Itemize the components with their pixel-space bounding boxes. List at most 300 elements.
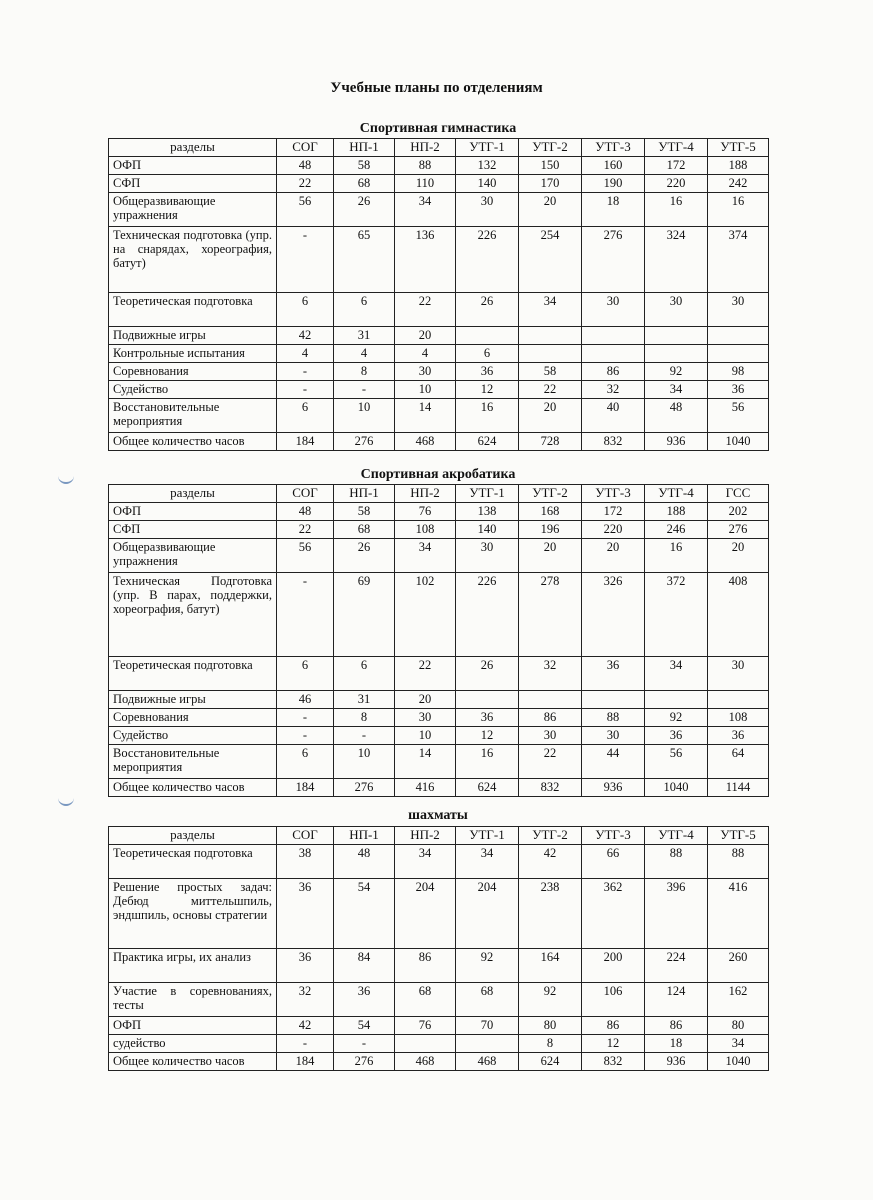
cell-value: 1040 bbox=[708, 1053, 769, 1071]
cell-value: 18 bbox=[645, 1035, 708, 1053]
table-row bbox=[109, 503, 769, 521]
row-label: Общеразвивающие упражнения bbox=[109, 539, 277, 573]
cell-value: 36 bbox=[334, 983, 395, 1017]
cell-value: 98 bbox=[708, 363, 769, 381]
cell-value: 276 bbox=[582, 227, 645, 293]
column-header: НП-2 bbox=[395, 827, 456, 845]
cell-value: 30 bbox=[456, 539, 519, 573]
cell-value bbox=[519, 327, 582, 345]
cell-value: 69 bbox=[334, 573, 395, 657]
cell-value: 12 bbox=[582, 1035, 645, 1053]
cell-value: 22 bbox=[277, 521, 334, 539]
cell-value bbox=[582, 691, 645, 709]
cell-value: 184 bbox=[277, 433, 334, 451]
cell-value: - bbox=[277, 709, 334, 727]
cell-value bbox=[708, 691, 769, 709]
cell-value: 36 bbox=[582, 657, 645, 691]
cell-value: 276 bbox=[334, 1053, 395, 1071]
cell-value: 20 bbox=[519, 193, 582, 227]
cell-value: 34 bbox=[395, 845, 456, 879]
cell-value: 168 bbox=[519, 503, 582, 521]
cell-value: 324 bbox=[645, 227, 708, 293]
cell-value: 408 bbox=[708, 573, 769, 657]
table-row bbox=[109, 727, 769, 745]
cell-value: 34 bbox=[645, 381, 708, 399]
row-label: Судейство bbox=[109, 381, 277, 399]
cell-value: 30 bbox=[708, 293, 769, 327]
cell-value: 204 bbox=[395, 879, 456, 949]
cell-value: 10 bbox=[334, 399, 395, 433]
cell-value bbox=[395, 1035, 456, 1053]
table-row bbox=[109, 779, 769, 797]
cell-value: 220 bbox=[645, 175, 708, 193]
cell-value bbox=[645, 691, 708, 709]
row-label: СФП bbox=[109, 175, 277, 193]
cell-value: 254 bbox=[519, 227, 582, 293]
cell-value bbox=[708, 345, 769, 363]
table-row bbox=[109, 691, 769, 709]
cell-value: 936 bbox=[645, 1053, 708, 1071]
cell-value: 26 bbox=[334, 193, 395, 227]
cell-value: 92 bbox=[519, 983, 582, 1017]
cell-value: 80 bbox=[519, 1017, 582, 1035]
column-header: СОГ bbox=[277, 139, 334, 157]
table-row bbox=[109, 227, 769, 293]
cell-value: 132 bbox=[456, 157, 519, 175]
cell-value: 936 bbox=[645, 433, 708, 451]
cell-value: 42 bbox=[519, 845, 582, 879]
cell-value: 48 bbox=[645, 399, 708, 433]
cell-value: 276 bbox=[334, 779, 395, 797]
cell-value: 260 bbox=[708, 949, 769, 983]
cell-value bbox=[456, 691, 519, 709]
cell-value: 34 bbox=[395, 193, 456, 227]
row-label: судейство bbox=[109, 1035, 277, 1053]
cell-value: 12 bbox=[456, 727, 519, 745]
cell-value: - bbox=[277, 727, 334, 745]
cell-value: 14 bbox=[395, 399, 456, 433]
cell-value: 22 bbox=[277, 175, 334, 193]
cell-value: 65 bbox=[334, 227, 395, 293]
cell-value: 20 bbox=[519, 399, 582, 433]
column-header: УТГ-1 bbox=[456, 485, 519, 503]
cell-value: 68 bbox=[395, 983, 456, 1017]
table-row bbox=[109, 1035, 769, 1053]
column-header: НП-2 bbox=[395, 139, 456, 157]
row-label: Восстановительные мероприятия bbox=[109, 399, 277, 433]
row-label: Восстановительные мероприятия bbox=[109, 745, 277, 779]
cell-value: 246 bbox=[645, 521, 708, 539]
cell-value: 396 bbox=[645, 879, 708, 949]
cell-value: 36 bbox=[708, 727, 769, 745]
acrobatics-plan-table bbox=[108, 484, 769, 797]
table-row bbox=[109, 1053, 769, 1071]
cell-value: 150 bbox=[519, 157, 582, 175]
cell-value: 58 bbox=[519, 363, 582, 381]
cell-value: 66 bbox=[582, 845, 645, 879]
cell-value: 140 bbox=[456, 175, 519, 193]
cell-value: 8 bbox=[519, 1035, 582, 1053]
cell-value: 4 bbox=[334, 345, 395, 363]
row-label: Решение простых задач: Дебюд миттельшпиль, эндшпиль, основы стратегии bbox=[109, 879, 277, 949]
row-label: Теоретическая подготовка bbox=[109, 845, 277, 879]
cell-value: 6 bbox=[277, 657, 334, 691]
cell-value: - bbox=[277, 227, 334, 293]
cell-value: 188 bbox=[708, 157, 769, 175]
table-row bbox=[109, 193, 769, 227]
cell-value: 68 bbox=[334, 175, 395, 193]
row-label: Подвижные игры bbox=[109, 327, 277, 345]
section-title-acrobatics: Спортивная акробатика bbox=[360, 467, 516, 482]
cell-value: 38 bbox=[277, 845, 334, 879]
cell-value: 468 bbox=[395, 1053, 456, 1071]
cell-value bbox=[519, 345, 582, 363]
row-label: Общее количество часов bbox=[109, 779, 277, 797]
table-row bbox=[109, 363, 769, 381]
table-row bbox=[109, 345, 769, 363]
page-title: Учебные планы по отделениям bbox=[330, 80, 543, 96]
column-header: разделы bbox=[109, 139, 277, 157]
table-row bbox=[109, 293, 769, 327]
row-label: Общеразвивающие упражнения bbox=[109, 193, 277, 227]
cell-value: 48 bbox=[277, 157, 334, 175]
column-header: НП-1 bbox=[334, 139, 395, 157]
table-row bbox=[109, 983, 769, 1017]
cell-value: 10 bbox=[395, 381, 456, 399]
cell-value: 202 bbox=[708, 503, 769, 521]
cell-value: 30 bbox=[645, 293, 708, 327]
cell-value: 172 bbox=[582, 503, 645, 521]
column-header: разделы bbox=[109, 827, 277, 845]
cell-value: 110 bbox=[395, 175, 456, 193]
cell-value: 20 bbox=[708, 539, 769, 573]
table-row bbox=[109, 709, 769, 727]
cell-value: 6 bbox=[334, 657, 395, 691]
cell-value: - bbox=[334, 727, 395, 745]
cell-value bbox=[519, 691, 582, 709]
cell-value: 468 bbox=[456, 1053, 519, 1071]
cell-value: 92 bbox=[645, 363, 708, 381]
cell-value bbox=[645, 345, 708, 363]
cell-value: 40 bbox=[582, 399, 645, 433]
cell-value: 30 bbox=[395, 363, 456, 381]
row-label: Участие в соревнованиях, тесты bbox=[109, 983, 277, 1017]
table-row bbox=[109, 381, 769, 399]
cell-value: 20 bbox=[395, 327, 456, 345]
row-label: Общее количество часов bbox=[109, 433, 277, 451]
cell-value: 68 bbox=[334, 521, 395, 539]
cell-value: 6 bbox=[277, 399, 334, 433]
cell-value: - bbox=[334, 381, 395, 399]
cell-value: 88 bbox=[645, 845, 708, 879]
cell-value: 64 bbox=[708, 745, 769, 779]
header-row bbox=[109, 139, 769, 157]
cell-value: 30 bbox=[519, 727, 582, 745]
cell-value: 30 bbox=[395, 709, 456, 727]
table-row bbox=[109, 1017, 769, 1035]
table-row bbox=[109, 879, 769, 949]
cell-value: 16 bbox=[645, 193, 708, 227]
cell-value: 31 bbox=[334, 691, 395, 709]
table-row bbox=[109, 327, 769, 345]
cell-value: 44 bbox=[582, 745, 645, 779]
cell-value bbox=[708, 327, 769, 345]
cell-value: 22 bbox=[519, 381, 582, 399]
cell-value: 196 bbox=[519, 521, 582, 539]
cell-value: 56 bbox=[277, 539, 334, 573]
cell-value: 30 bbox=[582, 293, 645, 327]
column-header: УТГ-3 bbox=[582, 139, 645, 157]
cell-value bbox=[456, 327, 519, 345]
row-label: Судейство bbox=[109, 727, 277, 745]
table-row bbox=[109, 157, 769, 175]
cell-value: 58 bbox=[334, 503, 395, 521]
cell-value: 108 bbox=[395, 521, 456, 539]
cell-value: 624 bbox=[456, 779, 519, 797]
table-row bbox=[109, 399, 769, 433]
cell-value: - bbox=[277, 381, 334, 399]
header-row bbox=[109, 827, 769, 845]
cell-value: 162 bbox=[708, 983, 769, 1017]
cell-value bbox=[456, 1035, 519, 1053]
cell-value: 92 bbox=[645, 709, 708, 727]
table-row bbox=[109, 657, 769, 691]
cell-value: 34 bbox=[645, 657, 708, 691]
cell-value: 10 bbox=[334, 745, 395, 779]
cell-value: 20 bbox=[582, 539, 645, 573]
cell-value: 80 bbox=[708, 1017, 769, 1035]
cell-value: 58 bbox=[334, 157, 395, 175]
cell-value: 34 bbox=[708, 1035, 769, 1053]
column-header: НП-1 bbox=[334, 827, 395, 845]
cell-value: 31 bbox=[334, 327, 395, 345]
cell-value: 30 bbox=[456, 193, 519, 227]
cell-value: 88 bbox=[582, 709, 645, 727]
column-header: УТГ-1 bbox=[456, 139, 519, 157]
cell-value bbox=[582, 345, 645, 363]
row-label: Соревнования bbox=[109, 709, 277, 727]
table-row bbox=[109, 949, 769, 983]
cell-value: 276 bbox=[334, 433, 395, 451]
cell-value: 832 bbox=[582, 433, 645, 451]
row-label: Общее количество часов bbox=[109, 1053, 277, 1071]
cell-value: 16 bbox=[645, 539, 708, 573]
row-label: ОФП bbox=[109, 157, 277, 175]
cell-value: 374 bbox=[708, 227, 769, 293]
row-label: Теоретическая подготовка bbox=[109, 293, 277, 327]
cell-value: 56 bbox=[277, 193, 334, 227]
cell-value: 92 bbox=[456, 949, 519, 983]
cell-value: 76 bbox=[395, 503, 456, 521]
cell-value: 832 bbox=[519, 779, 582, 797]
cell-value: 184 bbox=[277, 1053, 334, 1071]
cell-value: 42 bbox=[277, 1017, 334, 1035]
cell-value: 26 bbox=[456, 293, 519, 327]
cell-value: 18 bbox=[582, 193, 645, 227]
cell-value: 86 bbox=[395, 949, 456, 983]
cell-value: 20 bbox=[519, 539, 582, 573]
cell-value: 242 bbox=[708, 175, 769, 193]
cell-value: 624 bbox=[456, 433, 519, 451]
column-header: НП-1 bbox=[334, 485, 395, 503]
cell-value: 26 bbox=[334, 539, 395, 573]
cell-value: - bbox=[277, 363, 334, 381]
cell-value: 190 bbox=[582, 175, 645, 193]
cell-value: 68 bbox=[456, 983, 519, 1017]
cell-value: 278 bbox=[519, 573, 582, 657]
cell-value: - bbox=[277, 573, 334, 657]
cell-value: 34 bbox=[519, 293, 582, 327]
cell-value: 16 bbox=[708, 193, 769, 227]
cell-value: 224 bbox=[645, 949, 708, 983]
cell-value: 30 bbox=[582, 727, 645, 745]
column-header: ГСС bbox=[708, 485, 769, 503]
cell-value: 936 bbox=[582, 779, 645, 797]
cell-value: 1040 bbox=[708, 433, 769, 451]
cell-value: 362 bbox=[582, 879, 645, 949]
cell-value: 36 bbox=[708, 381, 769, 399]
scan-mark bbox=[58, 796, 74, 806]
cell-value: 32 bbox=[519, 657, 582, 691]
table-row bbox=[109, 539, 769, 573]
column-header: УТГ-4 bbox=[645, 139, 708, 157]
cell-value: 136 bbox=[395, 227, 456, 293]
row-label: Практика игры, их анализ bbox=[109, 949, 277, 983]
cell-value: 36 bbox=[277, 879, 334, 949]
cell-value: 6 bbox=[334, 293, 395, 327]
column-header: УТГ-4 bbox=[645, 827, 708, 845]
cell-value: 36 bbox=[456, 363, 519, 381]
cell-value: 36 bbox=[277, 949, 334, 983]
cell-value: 54 bbox=[334, 1017, 395, 1035]
column-header: УТГ-2 bbox=[519, 827, 582, 845]
cell-value: 34 bbox=[456, 845, 519, 879]
cell-value: 36 bbox=[456, 709, 519, 727]
cell-value: - bbox=[334, 1035, 395, 1053]
cell-value: 56 bbox=[708, 399, 769, 433]
cell-value: 88 bbox=[708, 845, 769, 879]
cell-value: 86 bbox=[582, 1017, 645, 1035]
column-header: УТГ-5 bbox=[708, 827, 769, 845]
row-label: Соревнования bbox=[109, 363, 277, 381]
table-row bbox=[109, 175, 769, 193]
cell-value: 184 bbox=[277, 779, 334, 797]
cell-value: 188 bbox=[645, 503, 708, 521]
scan-mark bbox=[58, 474, 74, 484]
cell-value: 4 bbox=[395, 345, 456, 363]
cell-value: 26 bbox=[456, 657, 519, 691]
row-label: СФП bbox=[109, 521, 277, 539]
table-row bbox=[109, 845, 769, 879]
cell-value: 138 bbox=[456, 503, 519, 521]
cell-value: 16 bbox=[456, 745, 519, 779]
row-label: ОФП bbox=[109, 1017, 277, 1035]
row-label: Контрольные испытания bbox=[109, 345, 277, 363]
cell-value: 832 bbox=[582, 1053, 645, 1071]
cell-value: 54 bbox=[334, 879, 395, 949]
cell-value: 124 bbox=[645, 983, 708, 1017]
cell-value: 70 bbox=[456, 1017, 519, 1035]
column-header: УТГ-3 bbox=[582, 485, 645, 503]
cell-value: 1144 bbox=[708, 779, 769, 797]
cell-value: 34 bbox=[395, 539, 456, 573]
cell-value: 6 bbox=[456, 345, 519, 363]
column-header: разделы bbox=[109, 485, 277, 503]
row-label: Техническая подготовка (упр. на снарядах, хореография, батут) bbox=[109, 227, 277, 293]
cell-value: 624 bbox=[519, 1053, 582, 1071]
column-header: УТГ-5 bbox=[708, 139, 769, 157]
cell-value: 108 bbox=[708, 709, 769, 727]
cell-value: 468 bbox=[395, 433, 456, 451]
cell-value: 416 bbox=[708, 879, 769, 949]
cell-value: 226 bbox=[456, 573, 519, 657]
row-label: Подвижные игры bbox=[109, 691, 277, 709]
cell-value: 48 bbox=[277, 503, 334, 521]
column-header: СОГ bbox=[277, 485, 334, 503]
cell-value: 88 bbox=[395, 157, 456, 175]
cell-value: 22 bbox=[519, 745, 582, 779]
row-label: Теоретическая подготовка bbox=[109, 657, 277, 691]
cell-value: 106 bbox=[582, 983, 645, 1017]
cell-value: 22 bbox=[395, 657, 456, 691]
column-header: УТГ-2 bbox=[519, 139, 582, 157]
column-header: НП-2 bbox=[395, 485, 456, 503]
cell-value bbox=[582, 327, 645, 345]
column-header: УТГ-2 bbox=[519, 485, 582, 503]
cell-value: 326 bbox=[582, 573, 645, 657]
cell-value: 238 bbox=[519, 879, 582, 949]
cell-value: 220 bbox=[582, 521, 645, 539]
cell-value: 8 bbox=[334, 709, 395, 727]
table-row bbox=[109, 433, 769, 451]
cell-value: 32 bbox=[277, 983, 334, 1017]
cell-value: - bbox=[277, 1035, 334, 1053]
cell-value: 30 bbox=[708, 657, 769, 691]
table-row bbox=[109, 573, 769, 657]
cell-value: 86 bbox=[519, 709, 582, 727]
cell-value: 16 bbox=[456, 399, 519, 433]
cell-value: 6 bbox=[277, 293, 334, 327]
cell-value: 32 bbox=[582, 381, 645, 399]
cell-value: 14 bbox=[395, 745, 456, 779]
cell-value: 170 bbox=[519, 175, 582, 193]
table-row bbox=[109, 521, 769, 539]
section-title-chess: шахматы bbox=[408, 808, 468, 823]
column-header: УТГ-4 bbox=[645, 485, 708, 503]
header-row bbox=[109, 485, 769, 503]
column-header: УТГ-3 bbox=[582, 827, 645, 845]
cell-value: 86 bbox=[582, 363, 645, 381]
cell-value: 36 bbox=[645, 727, 708, 745]
cell-value: 8 bbox=[334, 363, 395, 381]
cell-value: 204 bbox=[456, 879, 519, 949]
table-row bbox=[109, 745, 769, 779]
cell-value: 56 bbox=[645, 745, 708, 779]
section-title-gymnastics: Спортивная гимнастика bbox=[359, 121, 517, 136]
cell-value: 6 bbox=[277, 745, 334, 779]
cell-value: 416 bbox=[395, 779, 456, 797]
cell-value: 10 bbox=[395, 727, 456, 745]
cell-value: 164 bbox=[519, 949, 582, 983]
cell-value: 12 bbox=[456, 381, 519, 399]
column-header: СОГ bbox=[277, 827, 334, 845]
cell-value: 172 bbox=[645, 157, 708, 175]
cell-value: 4 bbox=[277, 345, 334, 363]
column-header: УТГ-1 bbox=[456, 827, 519, 845]
cell-value: 1040 bbox=[645, 779, 708, 797]
cell-value: 22 bbox=[395, 293, 456, 327]
cell-value: 372 bbox=[645, 573, 708, 657]
